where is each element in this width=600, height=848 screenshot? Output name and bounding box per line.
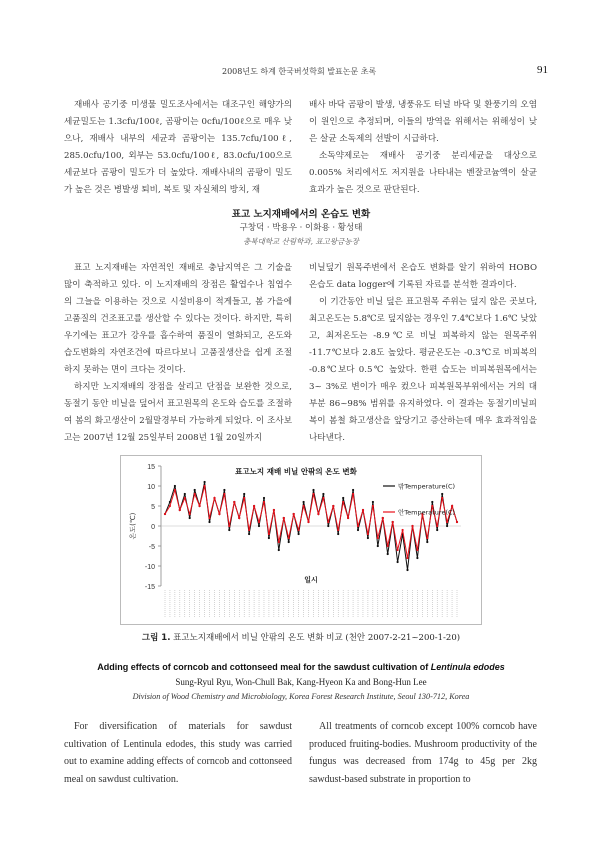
data-point [387, 545, 389, 547]
data-point [248, 529, 250, 531]
data-point [223, 489, 225, 491]
data-point [268, 533, 270, 535]
figure-caption-text: 표고노지재배에서 비닐 안팎의 온도 변화 비교 (천안 2007-2-21~200-1-20) [173, 633, 461, 643]
data-point [263, 497, 265, 499]
data-point [342, 501, 344, 503]
paragraph: 배사 바닥 곰팡이 발생, 냉풍유도 터널 바닥 및 환풍기의 오염이 원인으로 추정되며, 이들의 방역을 위해서는 위해성이 낮은 살균 소독제의 선발이 시급하다. [309, 100, 537, 144]
data-point [342, 497, 344, 499]
page-number: 91 [537, 64, 548, 76]
data-point [307, 521, 309, 523]
data-point [278, 541, 280, 543]
data-point [288, 541, 290, 543]
data-point [233, 501, 235, 503]
data-point [416, 549, 418, 551]
data-point [298, 529, 300, 531]
data-point [273, 509, 275, 511]
data-point [446, 525, 448, 527]
data-point [431, 505, 433, 507]
legend-entry: 밖Temperature(C) [398, 482, 456, 491]
data-point [322, 497, 324, 499]
data-point [189, 517, 191, 519]
data-point [213, 497, 215, 499]
data-point [179, 509, 181, 511]
english-title-text: Adding effects of corncob and cottonseed meal for the sawdust cultivation of [97, 662, 431, 672]
y-axis-label: 온도(℃) [129, 512, 137, 540]
data-point [436, 525, 438, 527]
data-point [436, 529, 438, 531]
data-point [238, 517, 240, 519]
data-point [263, 501, 265, 503]
data-point [204, 481, 206, 483]
english-authors: Sung-Ryul Ryu, Won-Chull Bak, Kang-Hyeon Ka and Bong-Hun Lee [175, 677, 427, 687]
y-tick-label: 15 [147, 464, 155, 471]
english-right-column [309, 718, 537, 788]
data-point [243, 497, 245, 499]
data-point [194, 489, 196, 491]
data-point [446, 521, 448, 523]
data-point [303, 501, 305, 503]
y-tick-label: -15 [144, 584, 155, 591]
data-point [174, 485, 176, 487]
y-tick-label: 0 [151, 524, 155, 531]
data-point [406, 569, 408, 571]
data-point [392, 521, 394, 523]
article-right-column [309, 260, 537, 447]
paragraph: 소독약제로는 재배사 공기중 분리세균을 대상으로 0.005% 처리에서도 저지원을 나타내는 벤잘코늄액이 살균효과가 높은 것으로 판단된다. [309, 151, 537, 195]
data-point [243, 493, 245, 495]
data-point [298, 533, 300, 535]
article-left-column [64, 260, 292, 447]
data-point [352, 489, 354, 491]
data-point [377, 545, 379, 547]
data-point [357, 525, 359, 527]
data-point [218, 513, 220, 515]
data-point [327, 525, 329, 527]
data-point [253, 505, 255, 507]
temperature-chart [120, 455, 482, 625]
data-point [199, 505, 201, 507]
running-title: 2008년도 하계 한국버섯학회 발표논문 초록 [222, 67, 377, 76]
data-point [189, 513, 191, 515]
top-left-column [64, 97, 292, 199]
data-point [327, 521, 329, 523]
data-point [402, 529, 404, 531]
data-point [387, 553, 389, 555]
data-point [347, 517, 349, 519]
chart-title: 표고노지 재배 비닐 안팎의 온도 변화 [235, 467, 357, 476]
english-affiliation: Division of Wood Chemistry and Microbiology, Korea Forest Research Institute, Seoul 130-712, Korea [132, 692, 470, 701]
data-point [258, 525, 260, 527]
data-point [367, 537, 369, 539]
paragraph: 하지만 노지재배의 장점을 살리고 단점을 보완한 것으로, 동절기 동안 비닐을 덮어서 표고원목의 온도와 습도를 조절하여 봄의 화고생산이 2월말경부터 가능하게 되었다. 이 조사보고는 2007년 12월 25일부터 2008년 1월 20일까지 [64, 382, 292, 443]
data-point [248, 533, 250, 535]
data-point [337, 529, 339, 531]
data-point [283, 517, 285, 519]
data-point [208, 517, 210, 519]
data-point [293, 513, 295, 515]
paragraph: All treatments of corncob except 100% corncob have produced fruiting-bodies. Mushroom productivity of the fungus was decreased from 174g to 45g per 2kg sawdust-based substrate in proportion to [309, 721, 537, 785]
chart-canvas [121, 456, 481, 624]
data-point [397, 561, 399, 563]
data-point [456, 521, 458, 523]
data-point [426, 537, 428, 539]
data-point [362, 509, 364, 511]
y-tick-label: -5 [148, 544, 155, 551]
data-point [312, 493, 314, 495]
data-point [357, 529, 359, 531]
english-title-species: Lentinula edodes [430, 662, 505, 672]
article-authors: 구창덕 · 박용우 · 이화용 · 황성태 [239, 223, 363, 233]
data-point [317, 513, 319, 515]
data-point [184, 493, 186, 495]
data-point [268, 537, 270, 539]
data-point [441, 493, 443, 495]
legend-entry: 안Temperature(C) [398, 508, 456, 517]
top-right-column [309, 97, 537, 199]
article-title: 표고 노지재배에서의 온습도 변화 [231, 209, 371, 220]
paragraph: 이 기간동안 비닐 덮은 표고원목 주위는 덮지 않은 곳보다, 최고온도는 5.8℃로 덮지않는 경우인 7.4℃보다 1.6℃ 낮았고, 최저온도는 -8.9℃로 비닐 피복하지 않는 원목주위 -11.7℃보다 2.8도 높았다. 평균온도는 -0.3℃로 비피복의 -0.8℃보다 0.5℃ 높았다. 한편 습도는 비피복원목에서는 3~ 3%로 변이가 매우 컸으나 피복원목부위에서는 거의 대부분 86~98% 범위를 유지하였다. 이 결과는 동절기비닐피복이 봄철 화고생산을 앞당기고 증산하는데 매우 효과적임을 나타낸다. [309, 297, 537, 443]
data-point [367, 533, 369, 535]
data-point [416, 557, 418, 559]
running-header [0, 66, 600, 80]
data-point [431, 501, 433, 503]
figure-label: 그림 1. [141, 633, 171, 643]
data-point [204, 485, 206, 487]
data-point [208, 521, 210, 523]
paragraph: 재배사 공기중 미생물 밀도조사에서는 대조구인 해양가의 세균밀도는 1.3cfu/100ℓ, 곰팡이는 0cfu/100ℓ으로 매우 낮으나, 재배사 내부의 세균과 곰팡이는 135.7cfu/100ℓ, 285.0cfu/100, 외부는 53.0cfu/100ℓ, 83.0cfu/100으로 세균보다 곰팡이 밀도가 더 높았다. 재배사내의 곰팡이 밀도가 높은 것은 병발생 퇴비, 복토 및 자실체의 방치, 재 [64, 100, 292, 195]
data-point [406, 557, 408, 559]
y-tick-label: 10 [147, 484, 155, 491]
data-point [382, 517, 384, 519]
y-tick-label: -10 [144, 564, 155, 571]
data-point [174, 489, 176, 491]
data-point [303, 505, 305, 507]
data-point [322, 493, 324, 495]
data-point [411, 525, 413, 527]
data-point [169, 505, 171, 507]
data-point [372, 501, 374, 503]
data-point [278, 549, 280, 551]
data-point [451, 505, 453, 507]
data-point [377, 537, 379, 539]
data-point [288, 537, 290, 539]
y-tick-label: 5 [151, 504, 155, 511]
data-point [228, 529, 230, 531]
article-affiliation: 충북대학교 산림학과, 표고왕금농장 [243, 237, 359, 246]
data-point [312, 489, 314, 491]
paragraph: For diversification of materials for sawdust cultivation of Lentinula edodes, this study was carried out to examine adding effects of corncob and cottonseed meal on sawdust cultivation. [64, 721, 292, 785]
x-axis-label: 일시 [304, 576, 318, 584]
data-point [228, 525, 230, 527]
figure-caption [64, 631, 538, 643]
data-point [332, 505, 334, 507]
data-point [184, 497, 186, 499]
data-point [372, 505, 374, 507]
data-point [352, 493, 354, 495]
english-left-column [64, 718, 292, 788]
data-point [194, 493, 196, 495]
paragraph: 표고 노지재배는 자연적인 재배로 충남지역은 그 기술을 많이 축적하고 있다. 이 노지재배의 장점은 활엽수나 침엽수의 그늘을 이용하는 것으로 시설비용이 적게들고, 봄 가을에 고품질의 건조표고를 생산할 수 있다는 것이다. 하지만, 특히 우기에는 표고가 강우를 흡수하여 품질이 열화되고, 온도와 습도변화의 자연조건에 따르다보니 고품질생산을 쉽게 조절하지 못하는 면이 크다는 것이다. [64, 263, 292, 375]
data-point [397, 549, 399, 551]
data-point [426, 541, 428, 543]
paragraph: 비닐덮기 원목주변에서 온습도 변화를 알기 위하여 HOBO 온습도 data logger에 기록된 자료를 분석한 결과이다. [309, 263, 537, 290]
english-title [64, 662, 538, 672]
data-point [337, 533, 339, 535]
data-point [441, 497, 443, 499]
data-point [223, 493, 225, 495]
data-point [164, 513, 166, 515]
data-point [258, 521, 260, 523]
